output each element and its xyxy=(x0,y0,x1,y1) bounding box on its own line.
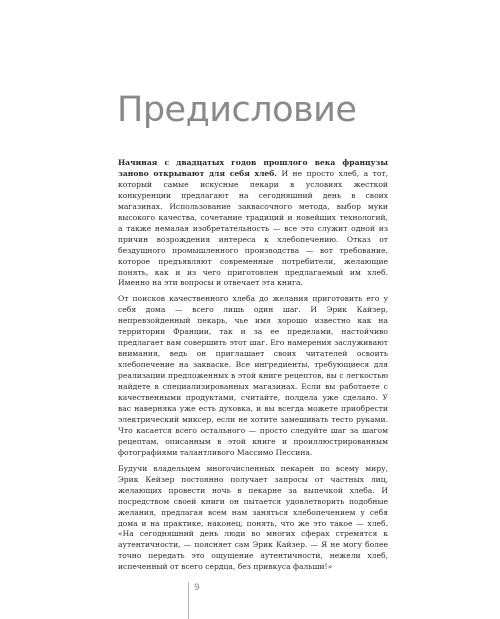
page-title: Предисловие xyxy=(117,90,357,130)
folio-rule xyxy=(188,582,189,619)
paragraph-text: И не просто хлеб, а тот, который самые искусные пекари в условиях жесткой конкуренции предлагают на сегодняшний день в своих магазинах. Использование заквасочного метода, выбор муки высокого качества, сочетание традиций и новейших технологий, а также немалая изобретательность — все это служит одной из причин возрождения интереса к хлебопечению. Отказ от бездушного промышленного производства — вот требование, которое предъявляют современные потребители, желающие понять, как и из чего приготовлен предлагаемый им хлеб. Именно на эти вопросы и отвечает эта книга. xyxy=(118,168,389,288)
lead-sentence: Начиная с двадцатых годов прошлого века французы заново открывают для себя хлеб. xyxy=(118,158,388,178)
paragraph-2 xyxy=(118,294,388,458)
page-number: 9 xyxy=(194,583,200,593)
paragraph-3 xyxy=(118,464,388,574)
body-text xyxy=(118,158,388,578)
paragraph-text: Будучи владельцем многочисленных пекарен по всему миру, Эрик Кейзер постоянно получает запросы от частных лиц, желающих провести ночь в пекарне за выпечкой хлеба. И посредством своей книги он пытается удовлетворить подобные желания, предлагая всем нам заняться хлебопечением у себя дома и на практике, наконец, понять, что же это такое — хлеб. «На сегодняшний день люди во многих сферах стремятся к аутентичности, — поясняет сам Эрик Кайзер. — Я не могу более точно передать это ощущение аутентичности, нежели хлеб, испеченный от всего сердца, без привкуса фальши!» xyxy=(118,463,388,572)
paragraph-1 xyxy=(118,158,388,289)
paragraph-text: От поисков качественного хлеба до желания приготовить его у себя дома — всего лишь один шаг. И Эрик Кайзер, непревзойденный пекарь, чье имя хорошо известно как на территории Франции, так и за ее пределами, настойчиво предлагает вам совершить этот шаг. Его намерения заслуживают внимания, ведь он приглашает своих читателей освоить хлебопечение на закваске. Все ингредиенты, требующиеся для реализации предложенных в этой книге рецептов, вы с легкостью найдете в специализированных магазинах. Если вы работаете с качественными продуктами, считайте, полдела уже сделано. У вас наверняка уже есть духовка, и вы всегда можете приобрести электрический миксер, если не хотите замешивать тесто руками. Что касается всего остального — просто следуйте шаг за шагом рецептам, описанным в этой книге и проиллюстрированным фотографиями талантливого Массимо Пессина. xyxy=(118,294,388,457)
